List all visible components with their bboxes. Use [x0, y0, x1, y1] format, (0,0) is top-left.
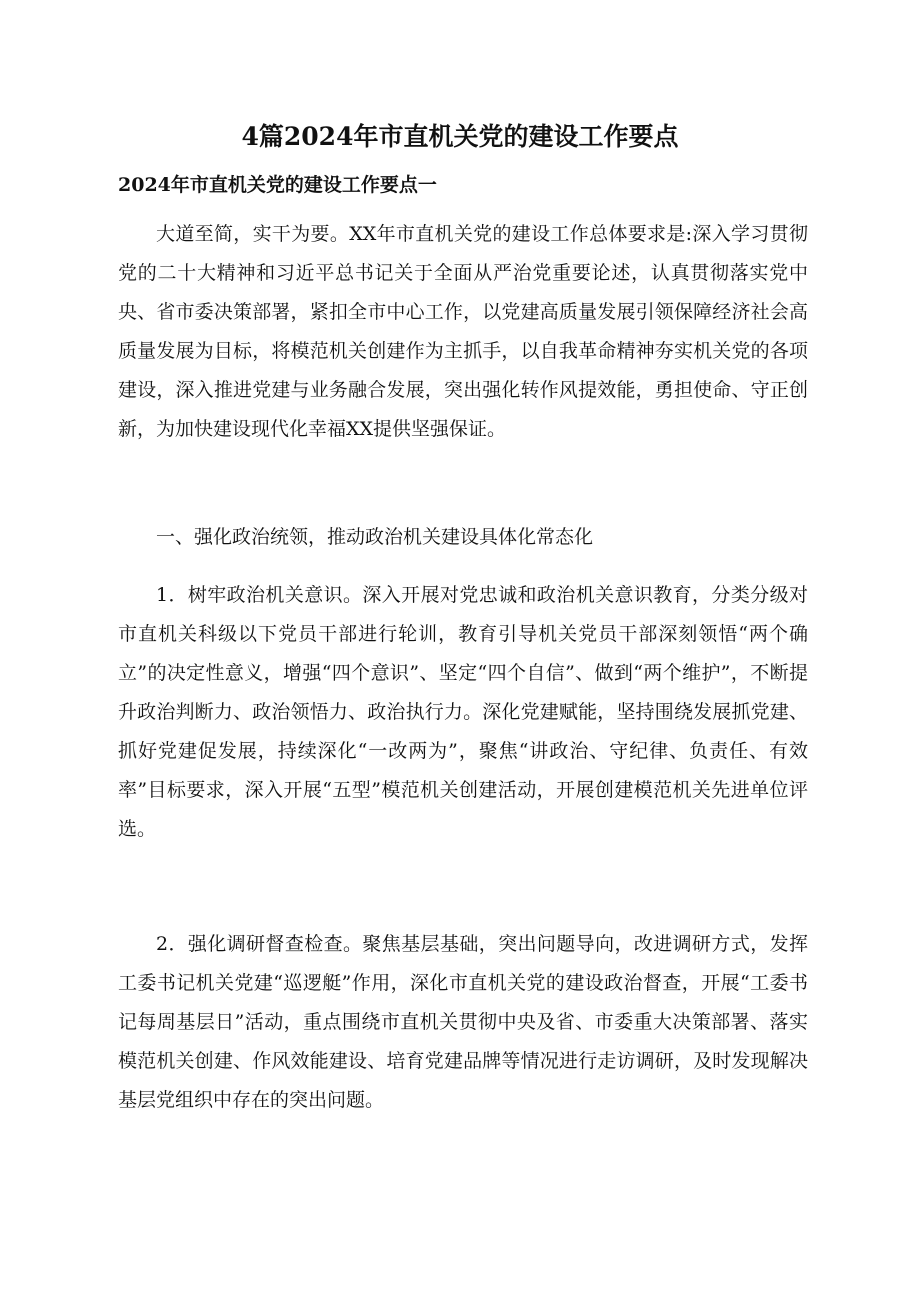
- document-title: 4篇2024年市直机关党的建设工作要点: [241, 122, 679, 151]
- intro-paragraph: 大道至简，实干为要。XX年市直机关党的建设工作总体要求是:深入学习贯彻党的二十大精神和习近平总书记关于全面从严治党重要论述，认真贯彻落实党中央、省市委决策部署，紧扣全市中心工作，以党建高质量发展引领保障经济社会高质量发展为目标，将模范机关创建作为主抓手，以自我革命精神夯实机关党的各项建设，深入推进党建与业务融合发展，突出强化转作风提效能，勇担使命、守正创新，为加快建设现代化幸福XX提供坚强保证。: [118, 223, 808, 440]
- item-paragraph-2: 2．强化调研督查检查。聚焦基层基础，突出问题导向，改进调研方式，发挥工委书记机关党建“巡逻艇”作用，深化市直机关党的建设政治督查，开展“工委书记每周基层日”活动，重点围绕市直机关贯彻中央及省、市委重大决策部署、落实模范机关创建、作风效能建设、培育党建品牌等情况进行走访调研，及时发现解决基层党组织中存在的突出问题。: [118, 933, 808, 1111]
- document-subtitle: 2024年市直机关党的建设工作要点一: [118, 174, 437, 196]
- item-paragraph-1: 1．树牢政治机关意识。深入开展对党忠诚和政治机关意识教育，分类分级对市直机关科级以下党员干部进行轮训，教育引导机关党员干部深刻领悟“两个确立”的决定性意义，增强“四个意识”、坚定“四个自信”、做到“两个维护”，不断提升政治判断力、政治领悟力、政治执行力。深化党建赋能，坚持围绕发展抓党建、抓好党建促发展，持续深化“一改两为”，聚焦“讲政治、守纪律、负责任、有效率”目标要求，深入开展“五型”模范机关创建活动，开展创建模范机关先进单位评选。: [118, 584, 808, 840]
- section-heading: 一、强化政治统领，推动政治机关建设具体化常态化: [156, 526, 594, 548]
